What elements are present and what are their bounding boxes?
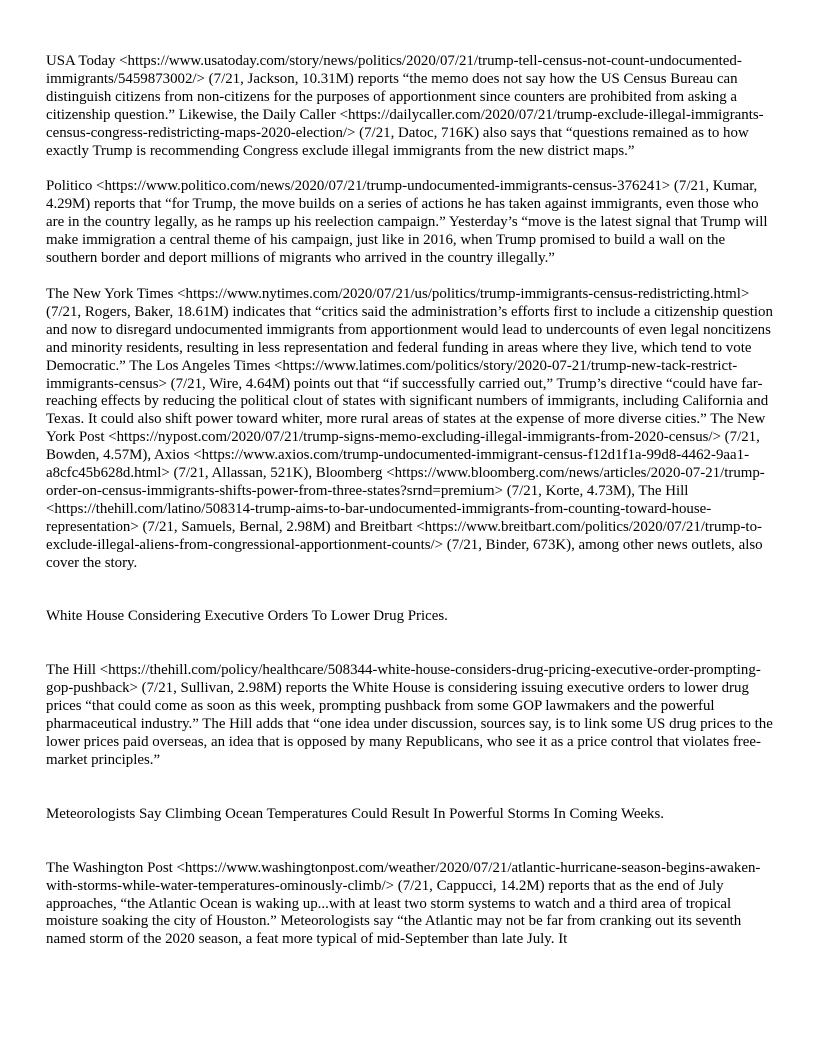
paragraph-washington-post: The Washington Post <https://www.washingtonpost.com/weather/2020/07/21/atlantic-hurricane-season-begins-awaken-with-storms-while-water-temperatures-ominously-climb/> (7/21, Cappucci, 14.2M) reports that as the end of July approaches, “the Atlantic Ocean is waking up...with at least two storm systems to watch and a third area of tropical moisture soaking the city of Houston.” Meteorologists say “the Atlantic may not be far from cranking out its seventh named storm of the 2020 season, a feat more typical of mid-September than late July. It — [46, 859, 761, 948]
paragraph-the-hill: The Hill <https://thehill.com/policy/healthcare/508344-white-house-considers-drug-pricing-executive-order-prompting-gop-pushback> (7/21, Sullivan, 2.98M) reports the White House is considering issuing executive orders to lower drug prices “that could come as soon as this week, prompting pushback from some GOP lawmakers and the powerful pharmaceutical industry.” The Hill adds that “one idea under discussion, sources say, is to link some US drug prices to the lower prices paid overseas, an idea that is opposed by many Republicans, who see it as a price control that violates free-market principles.” — [46, 662, 773, 768]
paragraph-usa-today: USA Today <https://www.usatoday.com/story/news/politics/2020/07/21/trump-tell-census-not-count-undocumented-immigrants/5459873002/> (7/21, Jackson, 10.31M) reports “the memo does not say how the US Census Bureau can distinguish citizens from non-citizens for the purposes of apportionment since counters are prohibited from asking a citizenship question.” Likewise, the Daily Caller <https://dailycaller.com/2020/07/21/trump-exclude-illegal-immigrants-census-congress-redistricting-maps-2020-election/> (7/21, Datoc, 716K) also says that “questions remained as to how exactly Trump is recommending Congress exclude illegal immigrants from the new district maps.” — [46, 53, 764, 159]
headline-drug-prices: White House Considering Executive Orders To Lower Drug Prices. — [46, 608, 448, 625]
paragraph-new-york-times: The New York Times <https://www.nytimes.com/2020/07/21/us/politics/trump-immigrants-census-redistricting.html> (7/21, Rogers, Baker, 18.61M) indicates that “critics said the administration’s efforts first to include a citizenship question and now to disregard undocumented immigrants from apportionment would lead to undercounts of even legal noncitizens and minority residents, resulting in less representation and federal funding in areas where they live, which tend to vote Democratic.” The Los Angeles Times <https://www.latimes.com/politics/story/2020-07-21/trump-new-tack-restrict-immigrants-census> (7/21, Wire, 4.64M) points out that “if successfully carried out,” Trump’s directive “could have far-reaching effects by reducing the political clout of states with significant numbers of immigrants, including California and Texas. It could also shift power toward whiter, more rural areas of states at the expense of more diverse cities.” The New York Post <https://nypost.com/2020/07/21/trump-signs-memo-excluding-illegal-immigrants-from-2020-census/> (7/21, Bowden, 4.57M), Axios <https://www.axios.com/trump-undocumented-immigrant-census-f12d1f1a-99d8-4462-9aa1-a8cfc45b628d.html> (7/21, Allassan, 521K), Bloomberg <https://www.bloomberg.com/news/articles/2020-07-21/trump-order-on-census-immigrants-shifts-power-from-three-states?srnd=premium> (7/21, Korte, 4.73M), The Hill <https://thehill.com/latino/508314-trump-aims-to-bar-undocumented-immigrants-from-counting-toward-house-representation> (7/21, Samuels, Bernal, 2.98M) and Breitbart <https://www.breitbart.com/politics/2020/07/21/trump-to-exclude-illegal-aliens-from-congressional-apportionment-counts/> (7/21, Binder, 673K), among other news outlets, also cover the story. — [46, 285, 773, 571]
document-page — [46, 53, 774, 949]
paragraph-politico: Politico <https://www.politico.com/news/2020/07/21/trump-undocumented-immigrants-census-376241> (7/21, Kumar, 4.29M) reports that “for Trump, the move builds on a series of actions he has taken against immigrants, even those who are in the country legally, as he ramps up his reelection campaign.” Yesterday’s “move is the latest signal that Trump will make immigration a central theme of his campaign, just like in 2016, when Trump promised to build a wall on the southern border and deport millions of migrants who arrived in the country illegally.” — [46, 178, 768, 267]
headline-ocean-temperatures: Meteorologists Say Climbing Ocean Temperatures Could Result In Powerful Storms In Coming Weeks. — [46, 805, 664, 822]
